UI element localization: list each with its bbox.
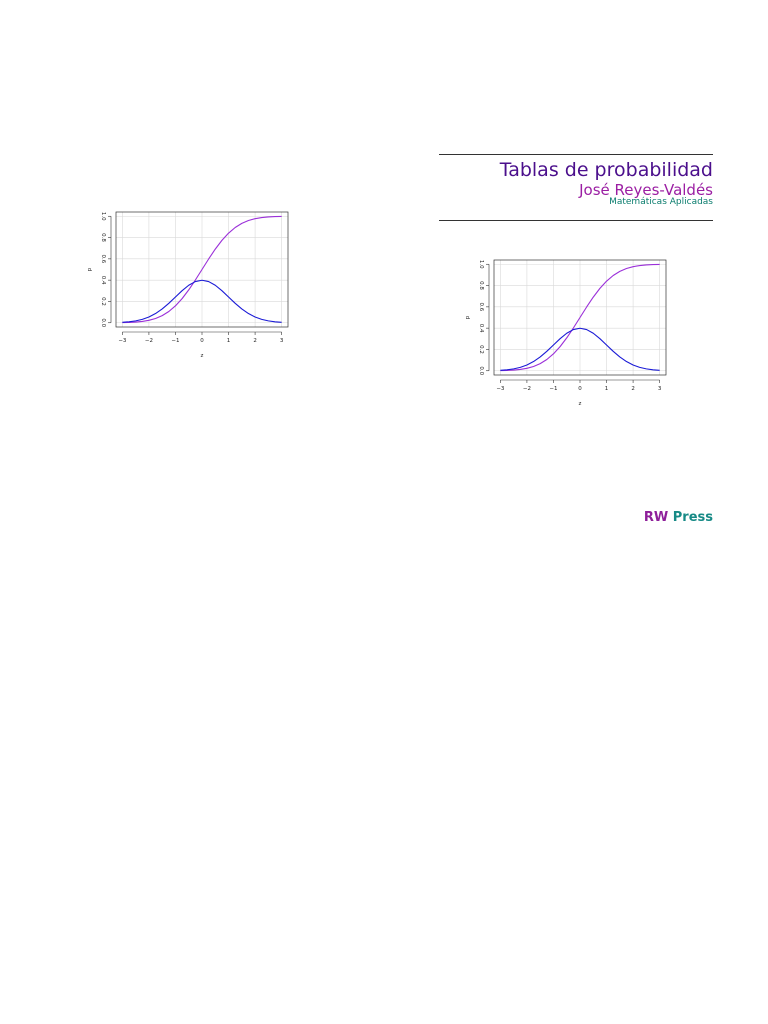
y-tick-label: 0.2 <box>100 297 106 306</box>
x-axis-label: z <box>578 401 582 407</box>
x-tick-label: −2 <box>522 386 531 392</box>
y-tick-label: 0.6 <box>478 302 484 312</box>
publisher-logo <box>644 510 713 525</box>
cover-series: Matemáticas Aplicadas <box>609 197 713 207</box>
x-tick-label: 3 <box>657 386 662 392</box>
cover-rule-bottom <box>439 220 713 221</box>
x-tick-label: 3 <box>279 338 284 344</box>
x-tick-label: −1 <box>549 386 558 392</box>
x-tick-label: 2 <box>631 386 635 392</box>
y-tick-label: 0.8 <box>478 281 484 290</box>
x-tick-label: −3 <box>118 338 127 344</box>
y-tick-label: 0.0 <box>478 366 484 376</box>
x-tick-label: 2 <box>253 338 257 344</box>
normal-distribution-chart-left <box>80 200 295 365</box>
publisher-name-part1: RW <box>643 510 669 525</box>
y-tick-label: 0.4 <box>478 323 484 333</box>
y-tick-label: 1.0 <box>100 211 106 221</box>
y-tick-label: 0.6 <box>100 254 106 264</box>
x-tick-label: −3 <box>496 386 505 392</box>
x-axis-label: z <box>200 353 204 359</box>
x-tick-label: 0 <box>578 386 582 392</box>
publisher-name-part2: Press <box>672 510 713 525</box>
x-tick-label: −2 <box>144 338 153 344</box>
cover-author: José Reyes-Valdés <box>579 181 713 199</box>
y-tick-label: 0.2 <box>478 345 484 354</box>
normal-distribution-chart-right <box>458 248 673 413</box>
cover-title: Tablas de probabilidad <box>499 159 713 181</box>
x-tick-label: 1 <box>226 338 231 344</box>
x-tick-label: −1 <box>171 338 180 344</box>
cover-rule-top <box>439 154 713 155</box>
y-axis-label: p <box>465 315 471 320</box>
y-tick-label: 1.0 <box>478 259 484 269</box>
y-tick-label: 0.8 <box>100 233 106 242</box>
x-tick-label: 1 <box>604 386 609 392</box>
x-tick-label: 0 <box>200 338 204 344</box>
y-tick-label: 0.0 <box>100 318 106 328</box>
y-axis-label: p <box>87 267 93 272</box>
y-tick-label: 0.4 <box>100 275 106 285</box>
